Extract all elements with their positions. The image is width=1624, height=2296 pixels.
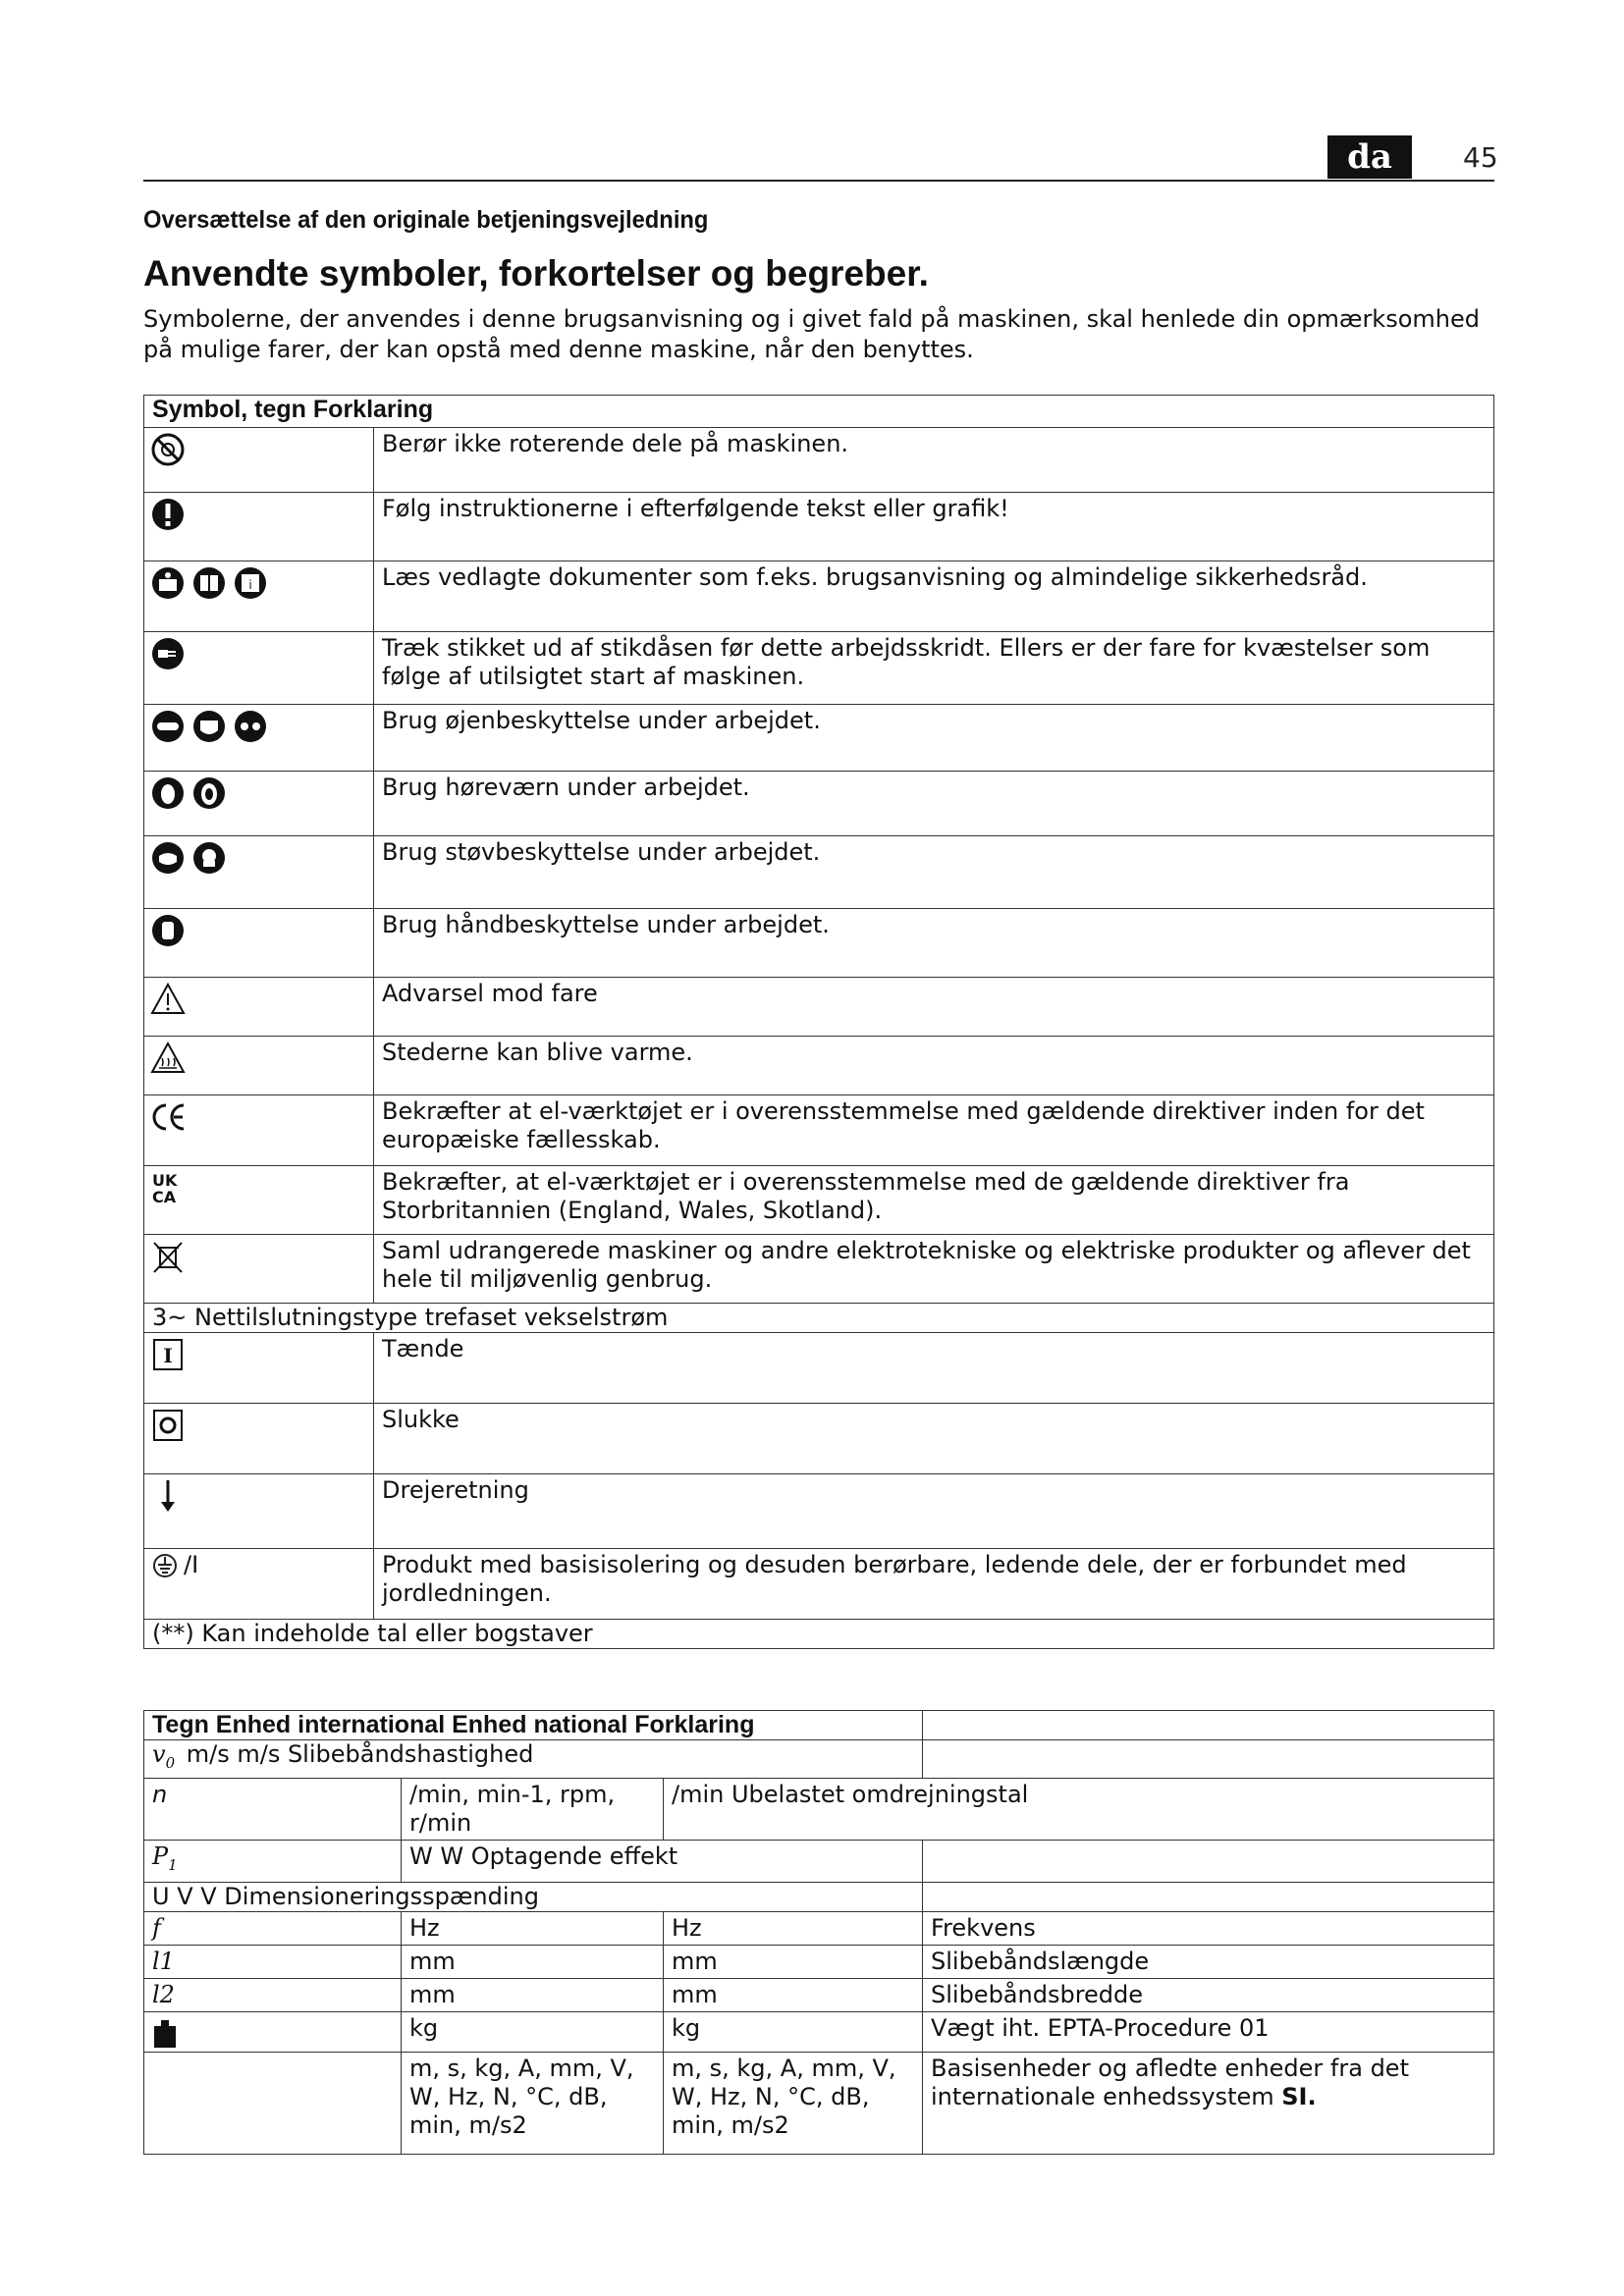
table-row	[144, 1549, 1494, 1620]
symbol-cell	[144, 836, 374, 909]
si-natl: m, s, kg, A, mm, V, W, Hz, N, °C, dB, min, m/s2	[664, 2052, 923, 2154]
unit-intl: mm	[402, 1945, 664, 1978]
explanation-cell: Brug støvbeskyttelse under arbejdet.	[374, 836, 1494, 909]
sign-cell	[144, 1978, 402, 2011]
class1-symbol: /I	[184, 1551, 199, 1578]
units-table	[143, 1710, 1494, 2155]
table-row	[144, 1474, 1494, 1549]
empty-cell	[923, 1711, 1494, 1740]
explanation-cell: Følg instruktionerne i efterfølgende tekst eller grafik!	[374, 493, 1494, 561]
explanation-cell: Stederne kan blive varme.	[374, 1037, 1494, 1095]
face-shield-icon	[191, 709, 227, 744]
table-row	[144, 2011, 1494, 2052]
table-row	[144, 836, 1494, 909]
unit-desc: Vægt iht. EPTA-Procedure 01	[923, 2011, 1494, 2052]
table-row	[144, 1333, 1494, 1404]
v0-row	[144, 1740, 923, 1779]
units-table-header: Tegn Enhed international Enhed national Forklaring	[144, 1711, 923, 1740]
symbol-cell	[144, 1549, 374, 1620]
table-row	[144, 1740, 1494, 1779]
explanation-cell: Træk stikket ud af stikdåsen før dette arbejdsskridt. Ellers er der fare for kvæstelser som følge af utilsigtet start af maskinen.	[374, 632, 1494, 705]
empty-cell	[144, 2052, 402, 2154]
ukca-mark-icon	[150, 1170, 186, 1205]
symbol-cell	[144, 428, 374, 493]
table-row	[144, 1404, 1494, 1474]
respirator-icon	[191, 840, 227, 876]
unit-desc: Slibebåndsbredde	[923, 1978, 1494, 2011]
table-row	[144, 493, 1494, 561]
si-desc-cell	[923, 2052, 1494, 2154]
u-row: U V V Dimensioneringsspænding	[144, 1882, 923, 1911]
v0-text: m/s m/s Slibebåndshastighed	[186, 1740, 534, 1768]
explanation-cell: Tænde	[374, 1333, 1494, 1404]
explanation-cell: Bekræfter, at el-værktøjet er i overensstemmelse med de gældende direktiver fra Storbritannien (England, Wales, Skotland).	[374, 1166, 1494, 1235]
table-row	[144, 909, 1494, 978]
symbols-table	[143, 395, 1494, 1649]
si-bold: SI.	[1281, 2082, 1317, 2110]
symbol-cell	[144, 1095, 374, 1166]
symbol-cell	[144, 1404, 374, 1474]
glasses-icon	[233, 709, 268, 744]
n-text: /min Ubelastet omdrejningstal	[664, 1778, 1494, 1840]
switch-on-icon	[150, 1337, 186, 1372]
unit-natl: mm	[664, 1978, 923, 2011]
table-row	[144, 632, 1494, 705]
empty-cell	[923, 1840, 1494, 1882]
table-row	[144, 428, 1494, 493]
symbol-cell	[144, 1235, 374, 1304]
sign-n-text: n	[152, 1780, 168, 1808]
hot-surface-icon	[150, 1041, 186, 1076]
explanation-cell: Læs vedlagte dokumenter som f.eks. brugsanvisning og almindelige sikkerhedsråd.	[374, 561, 1494, 632]
symbol-cell	[144, 1037, 374, 1095]
table-header-row	[144, 1711, 1494, 1740]
manual-icon	[233, 565, 268, 601]
table-row	[144, 1620, 1494, 1649]
no-touch-rotating-icon	[150, 432, 186, 467]
table-row	[144, 1095, 1494, 1166]
symbols-table-header: Symbol, tegn Forklaring	[144, 396, 1494, 428]
table-row	[144, 1945, 1494, 1978]
explanation-cell: Advarsel mod fare	[374, 978, 1494, 1037]
ce-mark-icon	[150, 1099, 191, 1135]
svg-text:i: i	[248, 578, 252, 592]
unit-desc: Slibebåndslængde	[923, 1945, 1494, 1978]
sign-v0: $v_0$	[152, 1740, 176, 1772]
subtitle: Oversættelse af den originale betjeningsvejledning	[143, 206, 709, 234]
switch-off-icon	[150, 1408, 186, 1443]
sign-p1-text: $P_1$	[152, 1842, 178, 1874]
sign-text: l1	[152, 1947, 175, 1975]
gloves-icon	[150, 913, 186, 948]
si-intl: m, s, kg, A, mm, V, W, Hz, N, °C, dB, min, m/s2	[402, 2052, 664, 2154]
unit-natl: mm	[664, 1945, 923, 1978]
three-phase-row: 3~ Nettilslutningstype trefaset vekselstrøm	[144, 1304, 1494, 1333]
ear-muff-icon	[191, 775, 227, 811]
intro-paragraph: Symbolerne, der anvendes i denne brugsanvisning og i givet fald på maskinen, skal henlede din opmærksomhed på mulige farer, der kan opstå med denne maskine, når den benyttes.	[143, 305, 1480, 363]
table-row	[144, 1235, 1494, 1304]
symbol-cell	[144, 493, 374, 561]
symbol-cell	[144, 1474, 374, 1549]
book-icon	[191, 565, 227, 601]
unit-natl: Hz	[664, 1911, 923, 1945]
p1-text: W W Optagende effekt	[402, 1840, 923, 1882]
unit-natl: kg	[664, 2011, 923, 2052]
table-row	[144, 1840, 1494, 1882]
sign-cell	[144, 1911, 402, 1945]
svg-text:I: I	[163, 1344, 173, 1367]
header-rule	[143, 180, 1494, 182]
si-desc: Basisenheder og afledte enheder fra det internationale enhedssystem	[931, 2054, 1409, 2110]
page-title: Anvendte symboler, forkortelser og begreber.	[143, 253, 929, 294]
table-row	[144, 1037, 1494, 1095]
explanation-cell: Produkt med basisisolering og desuden berørbare, ledende dele, der er forbundet med jordledningen.	[374, 1549, 1494, 1620]
intl-n: /min, min-1, rpm, r/min	[402, 1778, 664, 1840]
unit-intl: mm	[402, 1978, 664, 2011]
unit-desc: Frekvens	[923, 1911, 1494, 1945]
explanation-cell: Slukke	[374, 1404, 1494, 1474]
symbol-cell	[144, 561, 374, 632]
table-row	[144, 561, 1494, 632]
table-header-row	[144, 396, 1494, 428]
empty-cell	[923, 1882, 1494, 1911]
sign-cell	[144, 2011, 402, 2052]
svg-text:UK: UK	[152, 1171, 178, 1190]
table-row	[144, 705, 1494, 772]
explanation-cell: Brug håndbeskyttelse under arbejdet.	[374, 909, 1494, 978]
sign-text: l2	[152, 1980, 175, 2008]
explanation-cell: Berør ikke roterende dele på maskinen.	[374, 428, 1494, 493]
mandatory-exclamation-icon	[150, 497, 186, 532]
table-row	[144, 1166, 1494, 1235]
table-row	[144, 1304, 1494, 1333]
unit-intl: Hz	[402, 1911, 664, 1945]
ear-protection-icon	[150, 775, 186, 811]
symbol-cell	[144, 705, 374, 772]
empty-cell	[923, 1740, 1494, 1779]
explanation-cell: Brug øjenbeskyttelse under arbejdet.	[374, 705, 1494, 772]
read-manual-icon	[150, 565, 186, 601]
table-row	[144, 2052, 1494, 2154]
sign-cell	[144, 1945, 402, 1978]
explanation-cell: Bekræfter at el-værktøjet er i overensstemmelse med gældende direktiver inden for det europæiske fællesskab.	[374, 1095, 1494, 1166]
table-row	[144, 1978, 1494, 2011]
symbol-cell	[144, 1166, 374, 1235]
symbol-cell	[144, 909, 374, 978]
unplug-icon	[150, 636, 186, 671]
symbol-cell	[144, 1333, 374, 1404]
earth-ground-icon	[152, 1553, 178, 1578]
symbol-cell	[144, 772, 374, 836]
explanation-cell: Drejeretning	[374, 1474, 1494, 1549]
table-row	[144, 1778, 1494, 1840]
sign-p1	[144, 1840, 402, 1882]
weee-bin-icon	[150, 1239, 186, 1274]
sign-text: f	[152, 1913, 161, 1942]
table-row	[144, 978, 1494, 1037]
page-number: 45	[1463, 141, 1498, 174]
sign-n	[144, 1778, 402, 1840]
rotation-direction-icon	[150, 1478, 186, 1514]
footnote-row: (**) Kan indeholde tal eller bogstaver	[144, 1620, 1494, 1649]
explanation-cell: Brug høreværn under arbejdet.	[374, 772, 1494, 836]
dust-mask-icon	[150, 840, 186, 876]
table-row	[144, 772, 1494, 836]
symbol-cell	[144, 978, 374, 1037]
svg-text:CA: CA	[152, 1188, 177, 1205]
warning-triangle-icon	[150, 982, 186, 1017]
goggles-icon	[150, 709, 186, 744]
table-row	[144, 1911, 1494, 1945]
unit-intl: kg	[402, 2011, 664, 2052]
table-row	[144, 1882, 1494, 1911]
symbol-cell	[144, 632, 374, 705]
language-badge: da	[1327, 135, 1412, 179]
weight-icon	[152, 2014, 178, 2050]
explanation-cell: Saml udrangerede maskiner og andre elektrotekniske og elektriske produkter og aflever det hele til miljøvenlig genbrug.	[374, 1235, 1494, 1304]
